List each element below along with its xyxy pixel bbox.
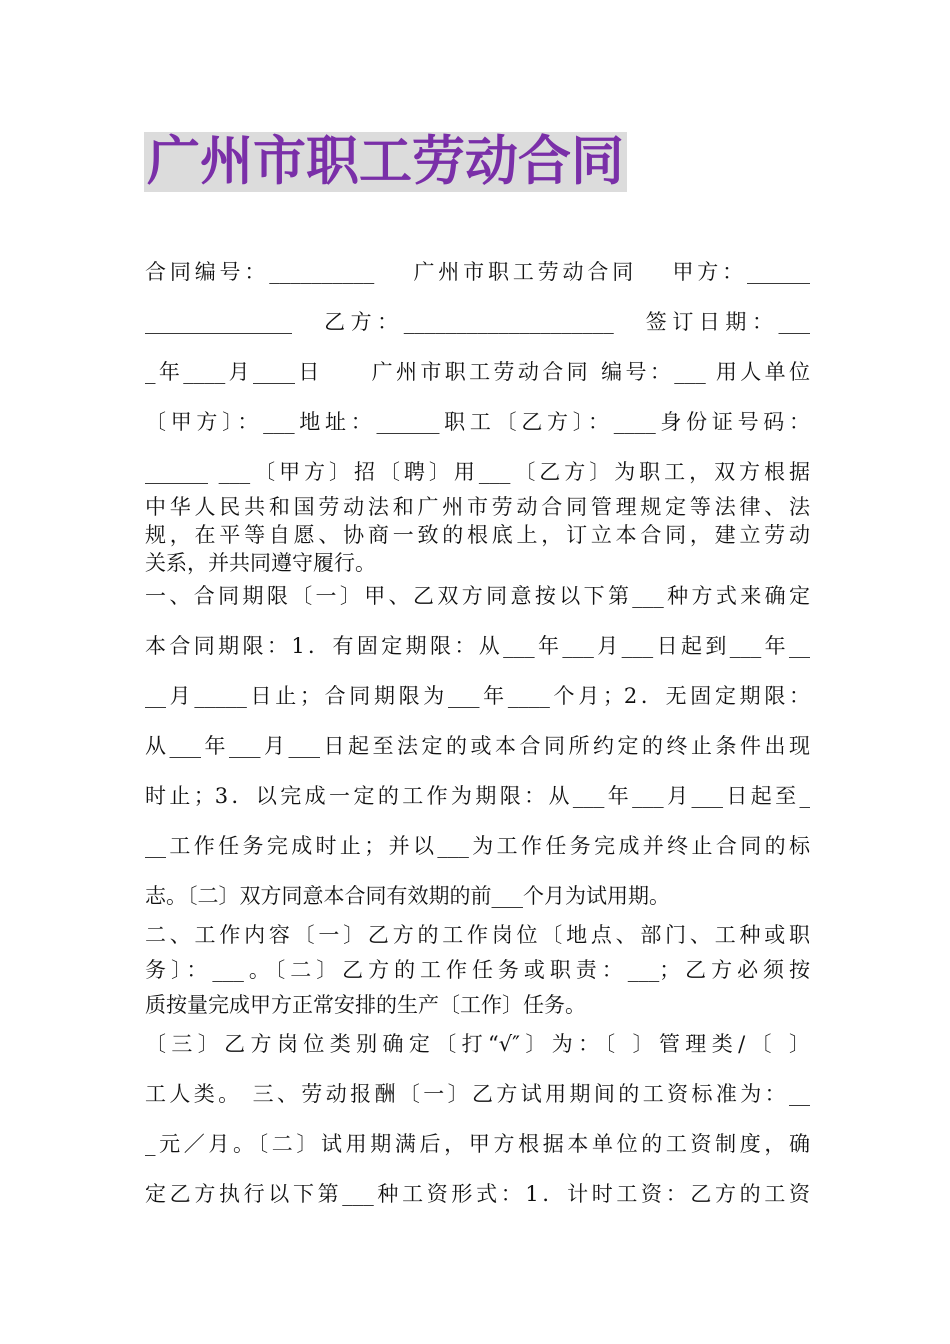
text-line-16: 二、工作内容〔一〕乙方的工作岗位〔地点、部门、工种或职 (145, 923, 810, 947)
text-line-11: __月_____日止；合同期限为___年____个月；2．无固定期限： (145, 684, 810, 708)
text-line-8: 关系，并共同遵守履行。 (145, 551, 376, 575)
text-line-5: ______ ___〔甲方〕招〔聘〕用___〔乙方〕为职工，双方根据 (145, 460, 810, 484)
text-line-20: 工人类。 三、劳动报酬〔一〕乙方试用期间的工资标准为：__ (145, 1082, 810, 1106)
text-line-3: _年____月____日 广州市职工劳动合同 编号：___ 用人单位 (145, 360, 810, 384)
text-line-15: 志。〔二〕双方同意本合同有效期的前___个月为试用期。 (145, 884, 670, 908)
text-line-9: 一、合同期限〔一〕甲、乙双方同意按以下第___种方式来确定 (145, 584, 810, 608)
text-line-7: 规，在平等自愿、协商一致的根底上，订立本合同，建立劳动 (145, 523, 810, 547)
text-line-18: 质按量完成甲方正常安排的生产〔工作〕任务。 (145, 993, 586, 1017)
text-line-13: 时止；3．以完成一定的工作为期限：从___年___月___日起至_ (145, 784, 810, 808)
text-line-10: 本合同期限：1．有固定期限：从___年___月___日起到___年__ (145, 634, 810, 658)
text-line-4: 〔甲方〕：___地址：______职工〔乙方〕：____身份证号码： (145, 410, 810, 434)
text-line-6: 中华人民共和国劳动法和广州市劳动合同管理规定等法律、法 (145, 495, 810, 519)
document-title: 广州市职工劳动合同 (144, 132, 627, 192)
text-line-1: 合同编号：__________ 广州市职工劳动合同 甲方：______ (145, 260, 810, 284)
text-line-14: __工作任务完成时止；并以___为工作任务完成并终止合同的标 (145, 834, 810, 858)
text-line-22: 定乙方执行以下第___种工资形式：1．计时工资：乙方的工资 (145, 1182, 810, 1206)
text-line-2: ______________ 乙方：____________________ 签订日期：___ (145, 310, 810, 334)
text-line-17: 务〕：___。〔二〕乙方的工作任务或职责：___；乙方必须按 (145, 958, 810, 982)
text-line-12: 从___年___月___日起至法定的或本合同所约定的终止条件出现 (145, 734, 810, 758)
text-line-19: 〔三〕乙方岗位类别确定〔打“√″〕为：〔 〕管理类/〔 〕 (145, 1032, 810, 1056)
text-line-21: _元／月。〔二〕试用期满后，甲方根据本单位的工资制度，确 (145, 1132, 810, 1156)
